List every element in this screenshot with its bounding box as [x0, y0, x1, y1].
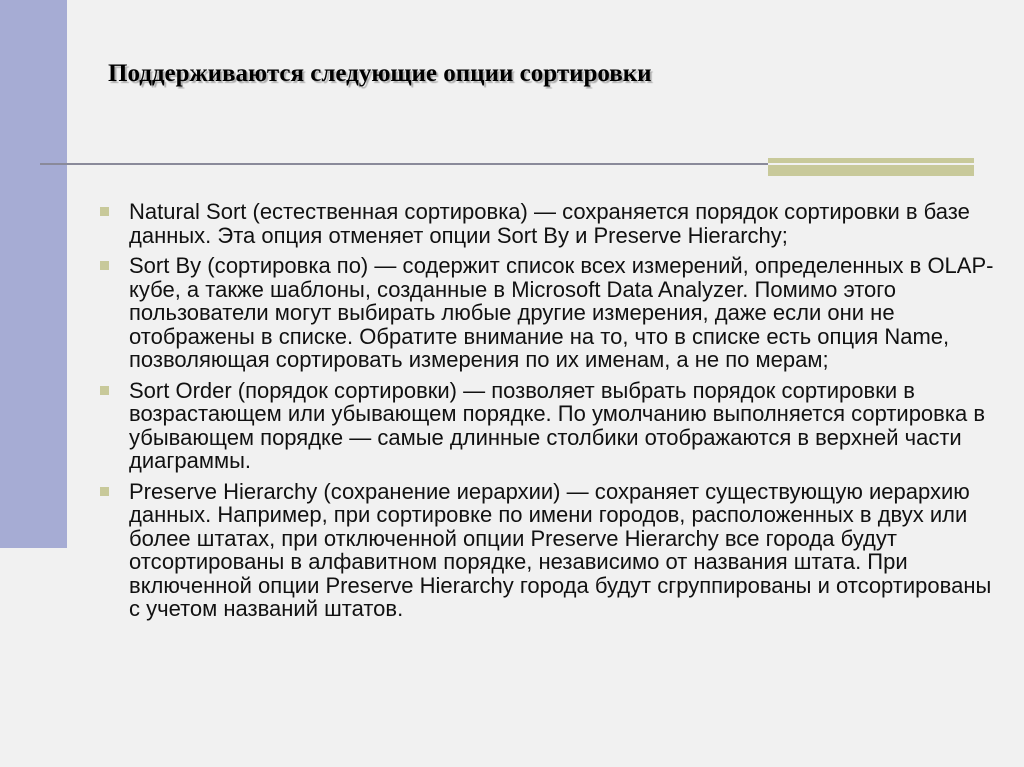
bullet-list [100, 200, 1000, 628]
slide-title: Поддерживаются следующие опции сортировки [108, 60, 652, 87]
bullet-text: Sort Order (порядок сортировки) — позволяет выбрать порядок сортировки в возрастающем или убывающем порядке. По умолчанию выполняется сортировка в убывающем порядке — самые длинные столбики отображаются в верхней части диаграммы. [129, 377, 986, 473]
bullet-item-sort-by [100, 254, 1000, 372]
square-bullet-icon [100, 487, 109, 496]
square-bullet-icon [100, 386, 109, 395]
square-bullet-icon [100, 261, 109, 270]
bullet-text: Natural Sort (естественная сортировка) — сохраняется порядок сортировки в базе данных. Эта опция отменяет опции Sort By и Preserve Hierarchy; [129, 199, 970, 248]
bullet-item-preserve-hierarchy [100, 480, 1000, 621]
sidebar-decoration [0, 0, 67, 548]
bullet-text: Sort By (сортировка по) — содержит список всех измерений, определенных в OLAP-кубе, а также шаблоны, созданные в Microsoft Data Analyzer. Помимо этого пользователи могут выбирать любые другие измерения, даже если они не отображены в списке. Обратите внимание на то, что в списке есть опция Name, позволяющая сортировать измерения по их именам, а не по мерам; [129, 253, 994, 372]
bullet-text: Preserve Hierarchy (сохранение иерархии) — сохраняет существующую иерархию данных. Например, при сортировке по имени городов, расположенных в двух или более штатах, при отключенной опции Preserve Hierarchy все города будут отсортированы в алфавитном порядке, независимо от названия штата. При включенной опции Preserve Hierarchy города будут сгруппированы и отсортированы с учетом названий штатов. [129, 478, 992, 621]
bullet-item-natural-sort [100, 200, 1000, 247]
bullet-item-sort-order [100, 379, 1000, 473]
accent-decoration [768, 158, 974, 176]
square-bullet-icon [100, 207, 109, 216]
